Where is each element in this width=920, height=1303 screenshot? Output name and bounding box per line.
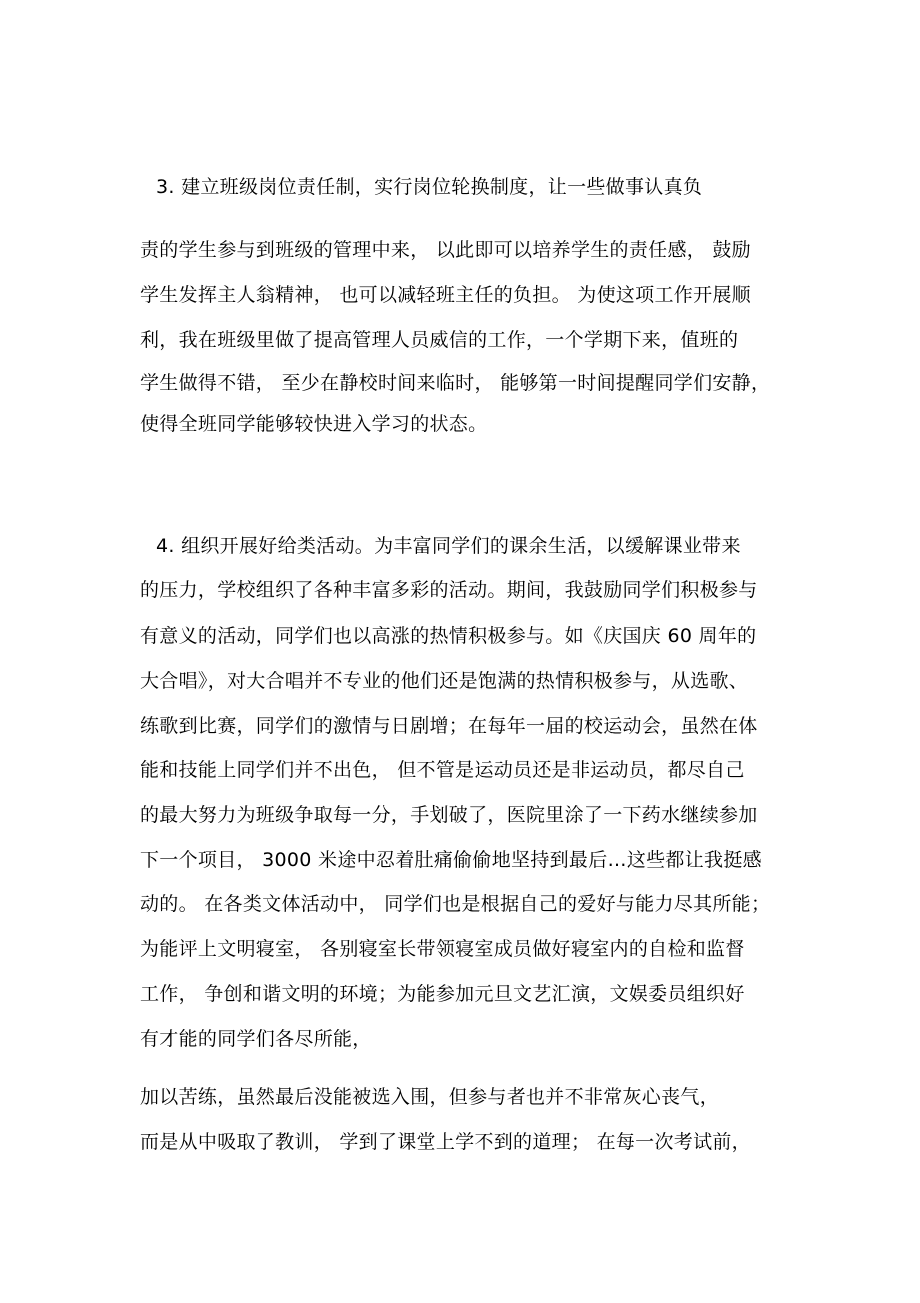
paragraph-line: 为能评上文明寝室， 各别寝室长带领寝室成员做好寝室内的自检和监督 xyxy=(140,938,745,960)
paragraph-line: 的最大努力为班级争取每一分，手划破了，医院里涂了一下药水继续参加 xyxy=(140,804,758,826)
paragraph-line: 有才能的同学们各尽所能， xyxy=(140,1028,372,1050)
paragraph-line: 责的学生参与到班级的管理中来， 以此即可以培养学生的责任感， 鼓励 xyxy=(140,239,751,261)
paragraph-line: 的压力，学校组织了各种丰富多彩的活动。期间，我鼓励同学们积极参与 xyxy=(140,579,758,601)
paragraph-line: 下一个项目， 3000 米途中忍着肚痛偷偷地坚持到最后…这些都让我挺感 xyxy=(140,849,762,871)
paragraph-line: 4. 组织开展好给类活动。为丰富同学们的课余生活，以缓解课业带来 xyxy=(156,535,741,557)
paragraph-line: 工作， 争创和谐文明的环境；为能参加元旦文艺汇演，文娱委员组织好 xyxy=(140,983,745,1005)
paragraph-line: 有意义的活动，同学们也以高涨的热情积极参与。如《庆国庆 60 周年的 xyxy=(140,625,757,647)
paragraph-line: 大合唱》，对大合唱并不专业的他们还是饱满的热情积极参与，从选歌、 xyxy=(140,670,749,692)
paragraph-line: 使得全班同学能够较快进入学习的状态。 xyxy=(140,413,488,435)
paragraph-line: 而是从中吸取了教训， 学到了课堂上学不到的道理； 在每一次考试前， xyxy=(140,1131,751,1153)
paragraph-line: 学生发挥主人翁精神， 也可以减轻班主任的负担。 为使这项工作开展顺 xyxy=(140,284,751,306)
paragraph-line: 学生做得不错， 至少在静校时间来临时， 能够第一时间提醒同学们安静， xyxy=(140,372,771,394)
paragraph-line: 练歌到比赛，同学们的激情与日剧增；在每年一届的校运动会，虽然在体 xyxy=(140,715,758,737)
paragraph-line: 利，我在班级里做了提高管理人员威信的工作，一个学期下来，值班的 xyxy=(140,329,739,351)
paragraph-line: 加以苦练，虽然最后没能被选入围，但参与者也并不非常灰心丧气， xyxy=(140,1086,720,1108)
paragraph-line: 能和技能上同学们并不出色， 但不管是运动员还是非运动员，都尽自己 xyxy=(140,759,745,781)
paragraph-line: 动的。 在各类文体活动中， 同学们也是根据自己的爱好与能力尽其所能； xyxy=(140,893,771,915)
paragraph-line: 3. 建立班级岗位责任制，实行岗位轮换制度，让一些做事认真负 xyxy=(156,176,703,198)
